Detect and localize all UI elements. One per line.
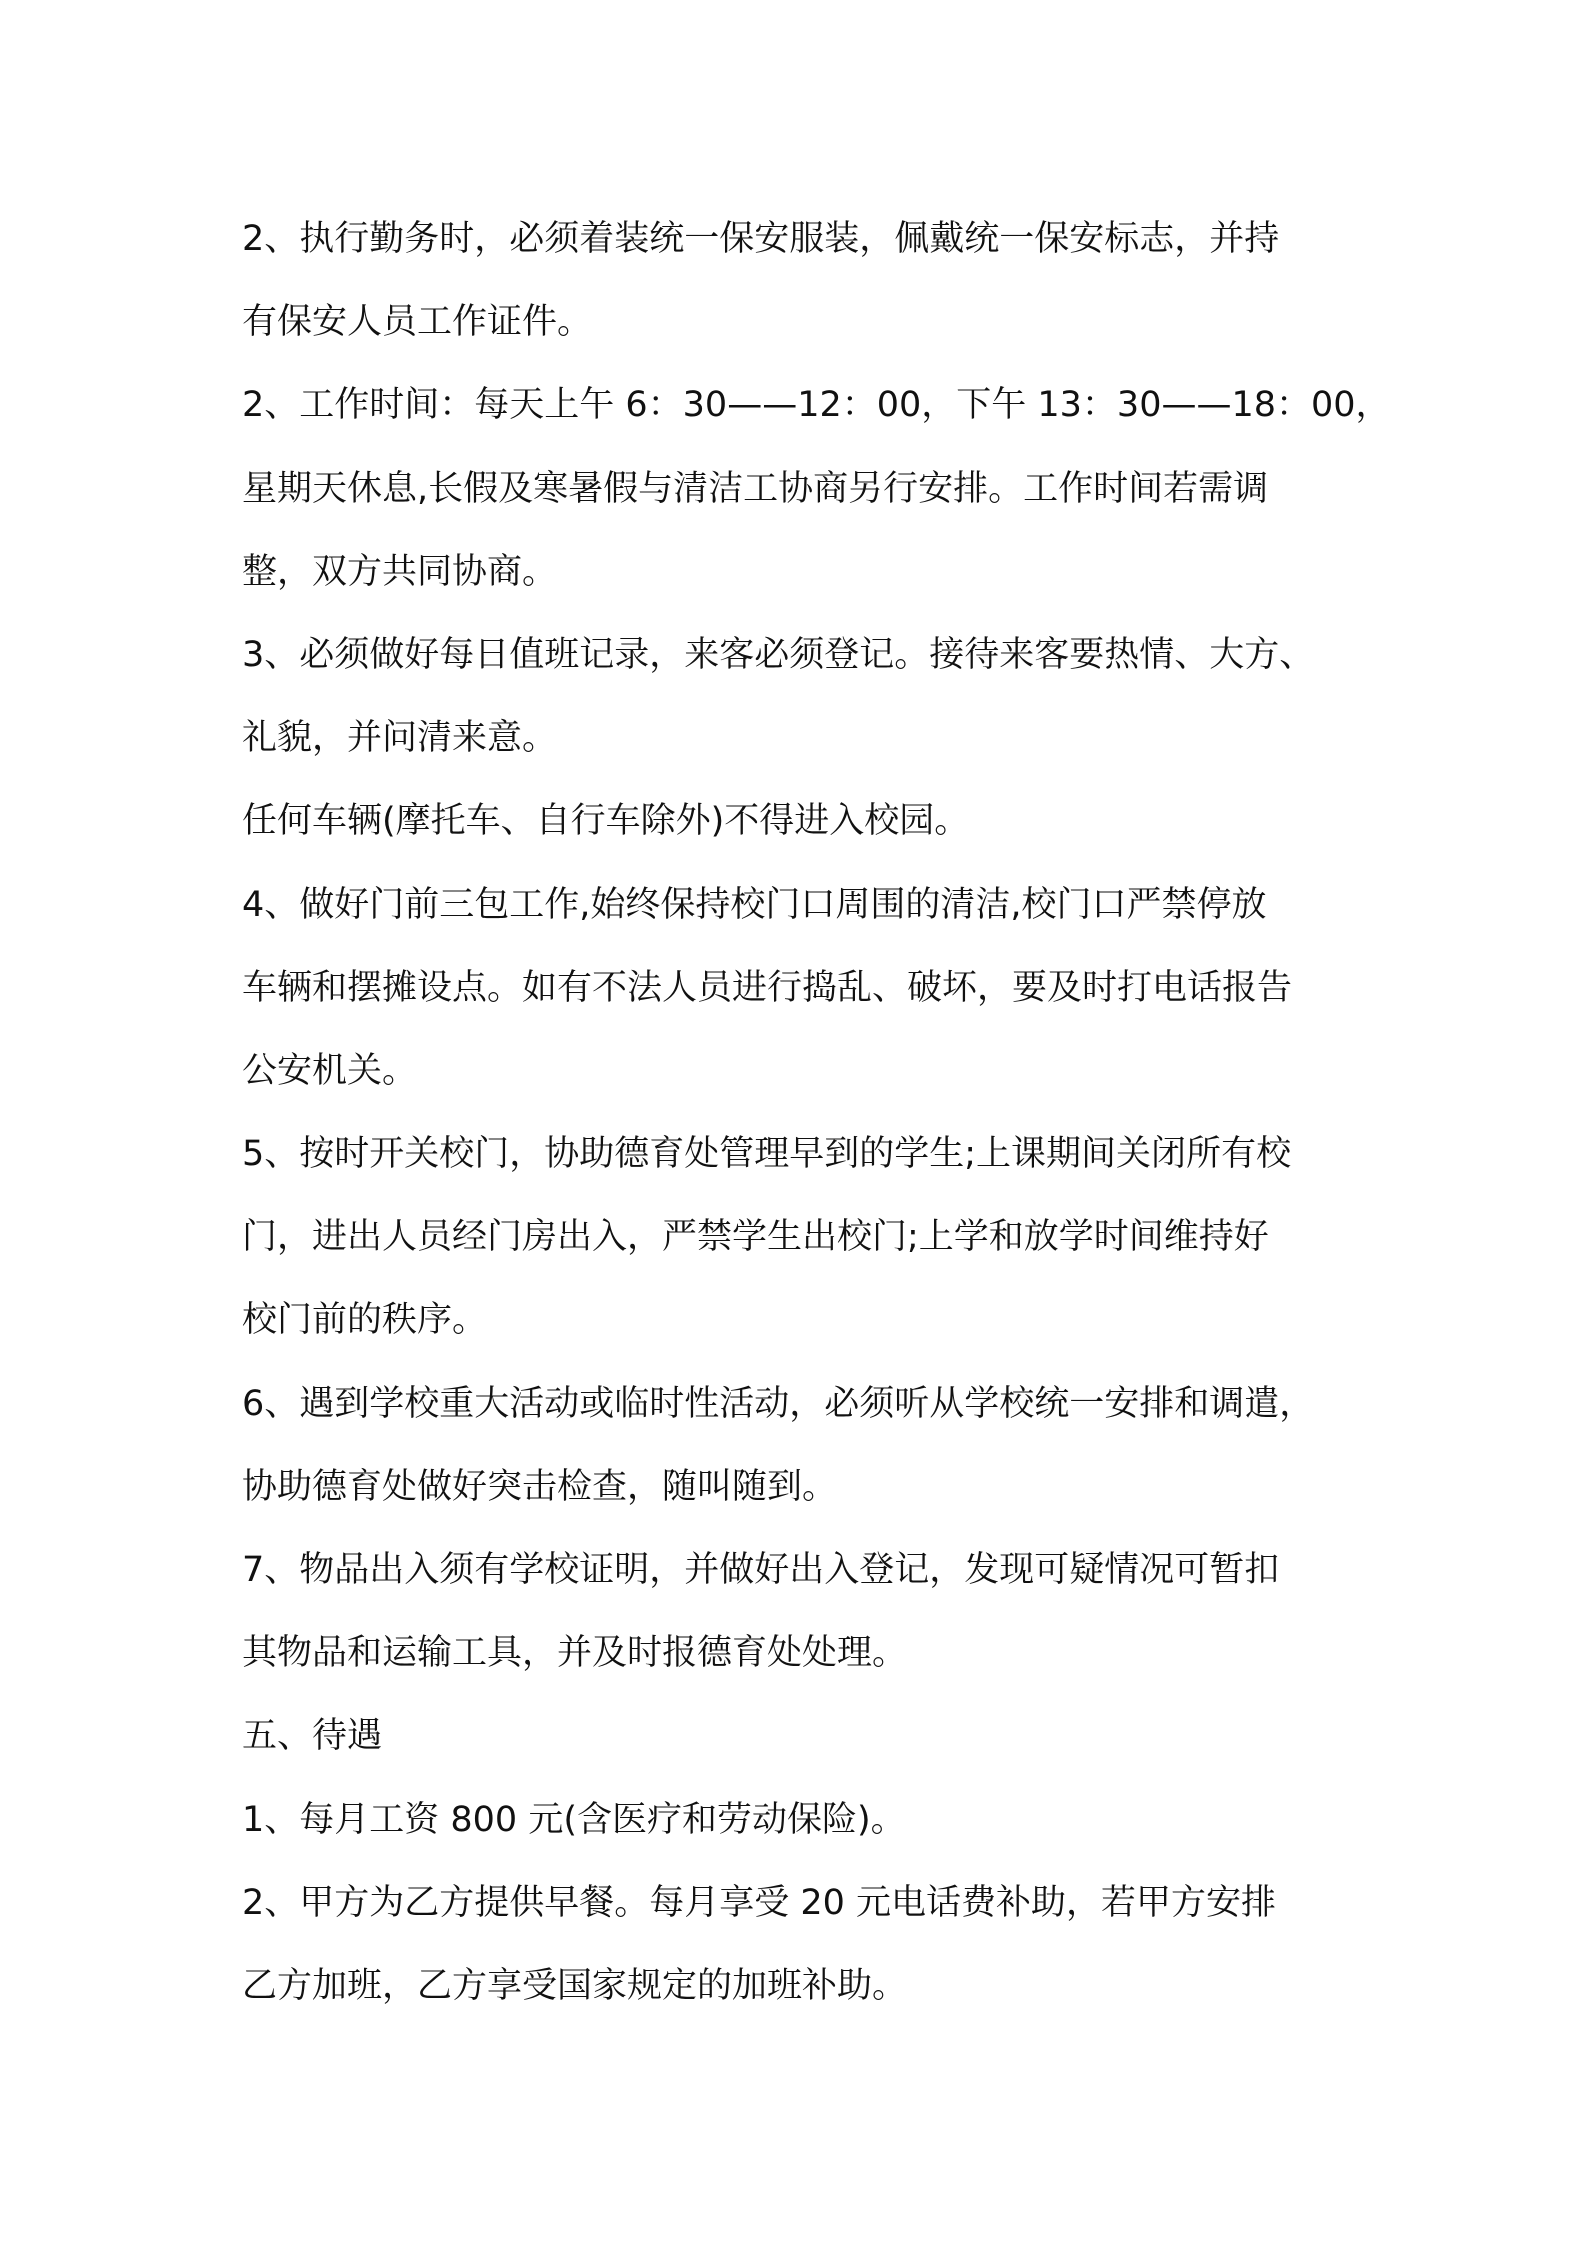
text-line-3: 2、工作时间：每天上午 6：30——12：00，下午 13：30——18：00， <box>242 385 1391 426</box>
text-line-4: 星期天休息,长假及寒暑假与清洁工协商另行安排。工作时间若需调 <box>242 468 1269 509</box>
text-line-8: 任何车辆(摩托车、自行车除外)不得进入校园。 <box>242 801 970 842</box>
text-line-22: 乙方加班，乙方享受国家规定的加班补助。 <box>242 1965 908 2006</box>
text-line-9: 4、做好门前三包工作,始终保持校门口周围的清洁,校门口严禁停放 <box>242 884 1267 925</box>
text-line-15: 6、遇到学校重大活动或临时性活动，必须听从学校统一安排和调遣， <box>242 1383 1315 1424</box>
text-line-17: 7、物品出入须有学校证明，并做好出入登记，发现可疑情况可暂扣 <box>242 1550 1280 1590</box>
text-line-21: 2、甲方为乙方提供早餐。每月享受 20 元电话费补助，若甲方安排 <box>242 1882 1277 1923</box>
text-line-13: 门，进出人员经门房出入，严禁学生出校门;上学和放学时间维持好 <box>242 1217 1269 1258</box>
text-line-6: 3、必须做好每日值班记录，来客必须登记。接待来客要热情、大方、 <box>242 634 1315 675</box>
text-line-11: 公安机关。 <box>242 1050 418 1091</box>
text-line-18: 其物品和运输工具，并及时报德育处处理。 <box>242 1633 908 1674</box>
text-line-2: 有保安人员工作证件。 <box>242 302 593 343</box>
text-line-16: 协助德育处做好突击检查，随叫随到。 <box>242 1466 838 1507</box>
text-line-5: 整，双方共同协商。 <box>242 551 558 592</box>
text-line-10: 车辆和摆摊设点。如有不法人员进行捣乱、破坏，要及时打电话报告 <box>242 967 1293 1008</box>
section-heading-treatment: 五、待遇 <box>242 1716 383 1757</box>
text-line-12: 5、按时开关校门，协助德育处管理早到的学生;上课期间关闭所有校 <box>242 1134 1292 1175</box>
text-line-14: 校门前的秩序。 <box>242 1300 488 1341</box>
text-line-20: 1、每月工资 800 元(含医疗和劳动保险)。 <box>242 1799 906 1840</box>
document-body <box>242 198 1391 2028</box>
text-line-7: 礼貌，并问清来意。 <box>242 718 558 759</box>
text-line-1: 2、执行勤务时，必须着装统一保安服装，佩戴统一保安标志，并持 <box>242 219 1280 259</box>
